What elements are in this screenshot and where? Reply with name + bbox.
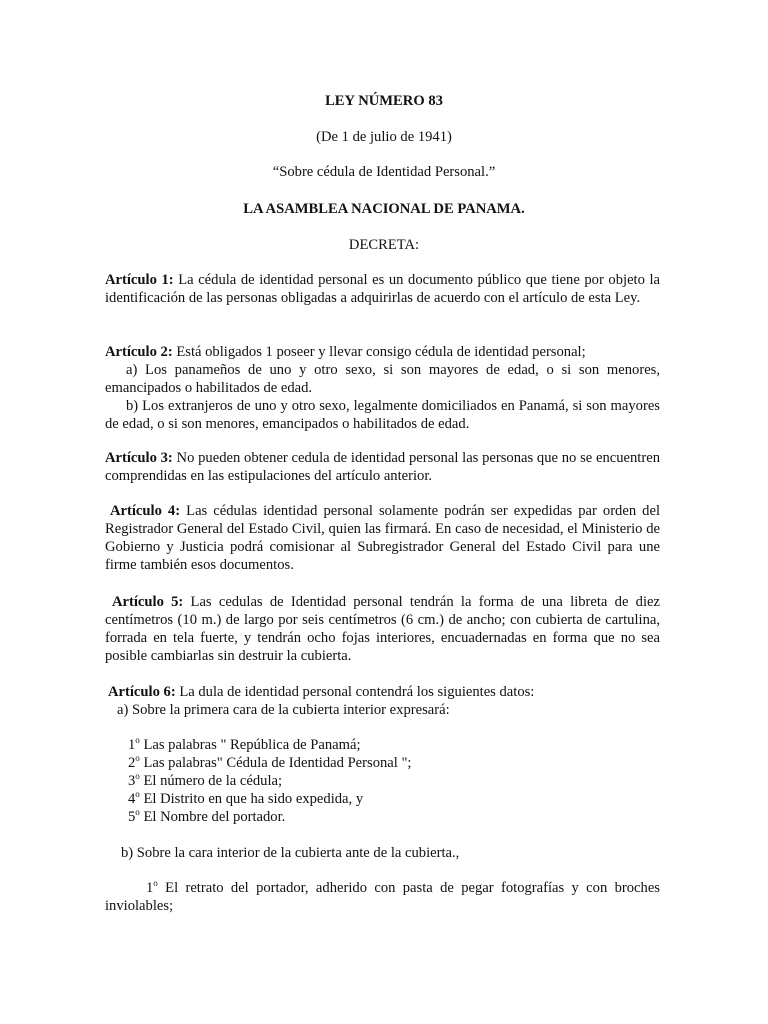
article-1 bbox=[105, 271, 660, 307]
list-item: 4$^o$ El Distrito en que ha sido expedida, y bbox=[128, 789, 364, 807]
article-6-list-b-item: 1$^o$ El retrato del portador, adherido con pasta de pegar fotografías y con broches inviolables; bbox=[105, 878, 660, 914]
article-6-text: La dula de identidad personal contendrá los siguientes datos: bbox=[179, 684, 535, 700]
article-2-item-b: b) Los extranjeros de uno y otro sexo, legalmente domiciliados en Panamá, si son mayores de edad, o si son menores, emancipados o habilitados de edad. bbox=[105, 398, 660, 432]
article-6-list-a bbox=[128, 736, 412, 826]
article-4-label: Artículo 4: bbox=[110, 503, 181, 519]
article-5-text: Las cedulas de Identidad personal tendrán la forma de una libreta de diez centímetros (10 m.) de largo por seis centímetros (6 cm.) de ancho; con cubierta de cartulina, forrada en tela fuerte, y tendrán ocho fojas interiores, encuadernadas en forma que no sea posible cambiarlas sin destruir la cubierta. bbox=[105, 594, 660, 664]
article-3-text: No pueden obtener cedula de identidad personal las personas que no se encuentren comprendidas en las estipulaciones del artículo anterior. bbox=[105, 450, 660, 484]
law-subject: “Sobre cédula de Identidad Personal.” bbox=[272, 164, 496, 180]
article-2-label: Artículo 2: bbox=[105, 344, 173, 360]
decree-heading: DECRETA: bbox=[348, 237, 420, 253]
article-6-label: Artículo 6: bbox=[108, 684, 176, 700]
article-6-item-a: a) Sobre la primera cara de la cubierta interior expresará: bbox=[117, 702, 450, 718]
article-2-item-a: a) Los panameños de uno y otro sexo, si son mayores de edad, o si son menores, emancipados o habilitados de edad. bbox=[105, 362, 660, 396]
law-title: LEY NÚMERO 83 bbox=[325, 93, 443, 109]
list-item: 3$^o$ El número de la cédula; bbox=[128, 771, 283, 789]
article-4 bbox=[105, 502, 660, 574]
article-6-item-b: b) Sobre la cara interior de la cubierta ante de la cubierta., bbox=[121, 845, 460, 861]
article-1-label: Artículo 1: bbox=[105, 272, 174, 288]
article-1-text: La cédula de identidad personal es un documento público que tiene por objeto la identificación de las personas obligadas a adquirirlas de acuerdo con el artículo de esta Ley. bbox=[105, 272, 661, 306]
assembly-heading: LA ASAMBLEA NACIONAL DE PANAMA. bbox=[243, 201, 525, 217]
list-item: 2$^o$ Las palabras" Cédula de Identidad Personal "; bbox=[128, 753, 412, 771]
article-5 bbox=[105, 593, 660, 665]
article-6 bbox=[105, 683, 660, 701]
article-3-label: Artículo 3: bbox=[105, 450, 173, 466]
list-item: 1$^o$ Las palabras " República de Panamá; bbox=[128, 735, 361, 753]
article-3 bbox=[105, 449, 660, 485]
article-2 bbox=[105, 343, 660, 361]
article-4-text: Las cédulas identidad personal solamente podrán ser expedidas par orden del Registrador General del Estado Civil, quien las firmará. En caso de necesidad, el Ministerio de Gobierno y Justicia podrá comisionar al Subregistrador General del Estado Civil para une firme también esos documentos. bbox=[105, 503, 661, 573]
law-date: (De 1 de julio de 1941) bbox=[316, 129, 452, 145]
article-2-text: Está obligados 1 poseer y llevar consigo cédula de identidad personal; bbox=[176, 344, 586, 360]
article-5-label: Artículo 5: bbox=[112, 594, 184, 610]
list-item: 5$^o$ El Nombre del portador. bbox=[128, 807, 286, 825]
